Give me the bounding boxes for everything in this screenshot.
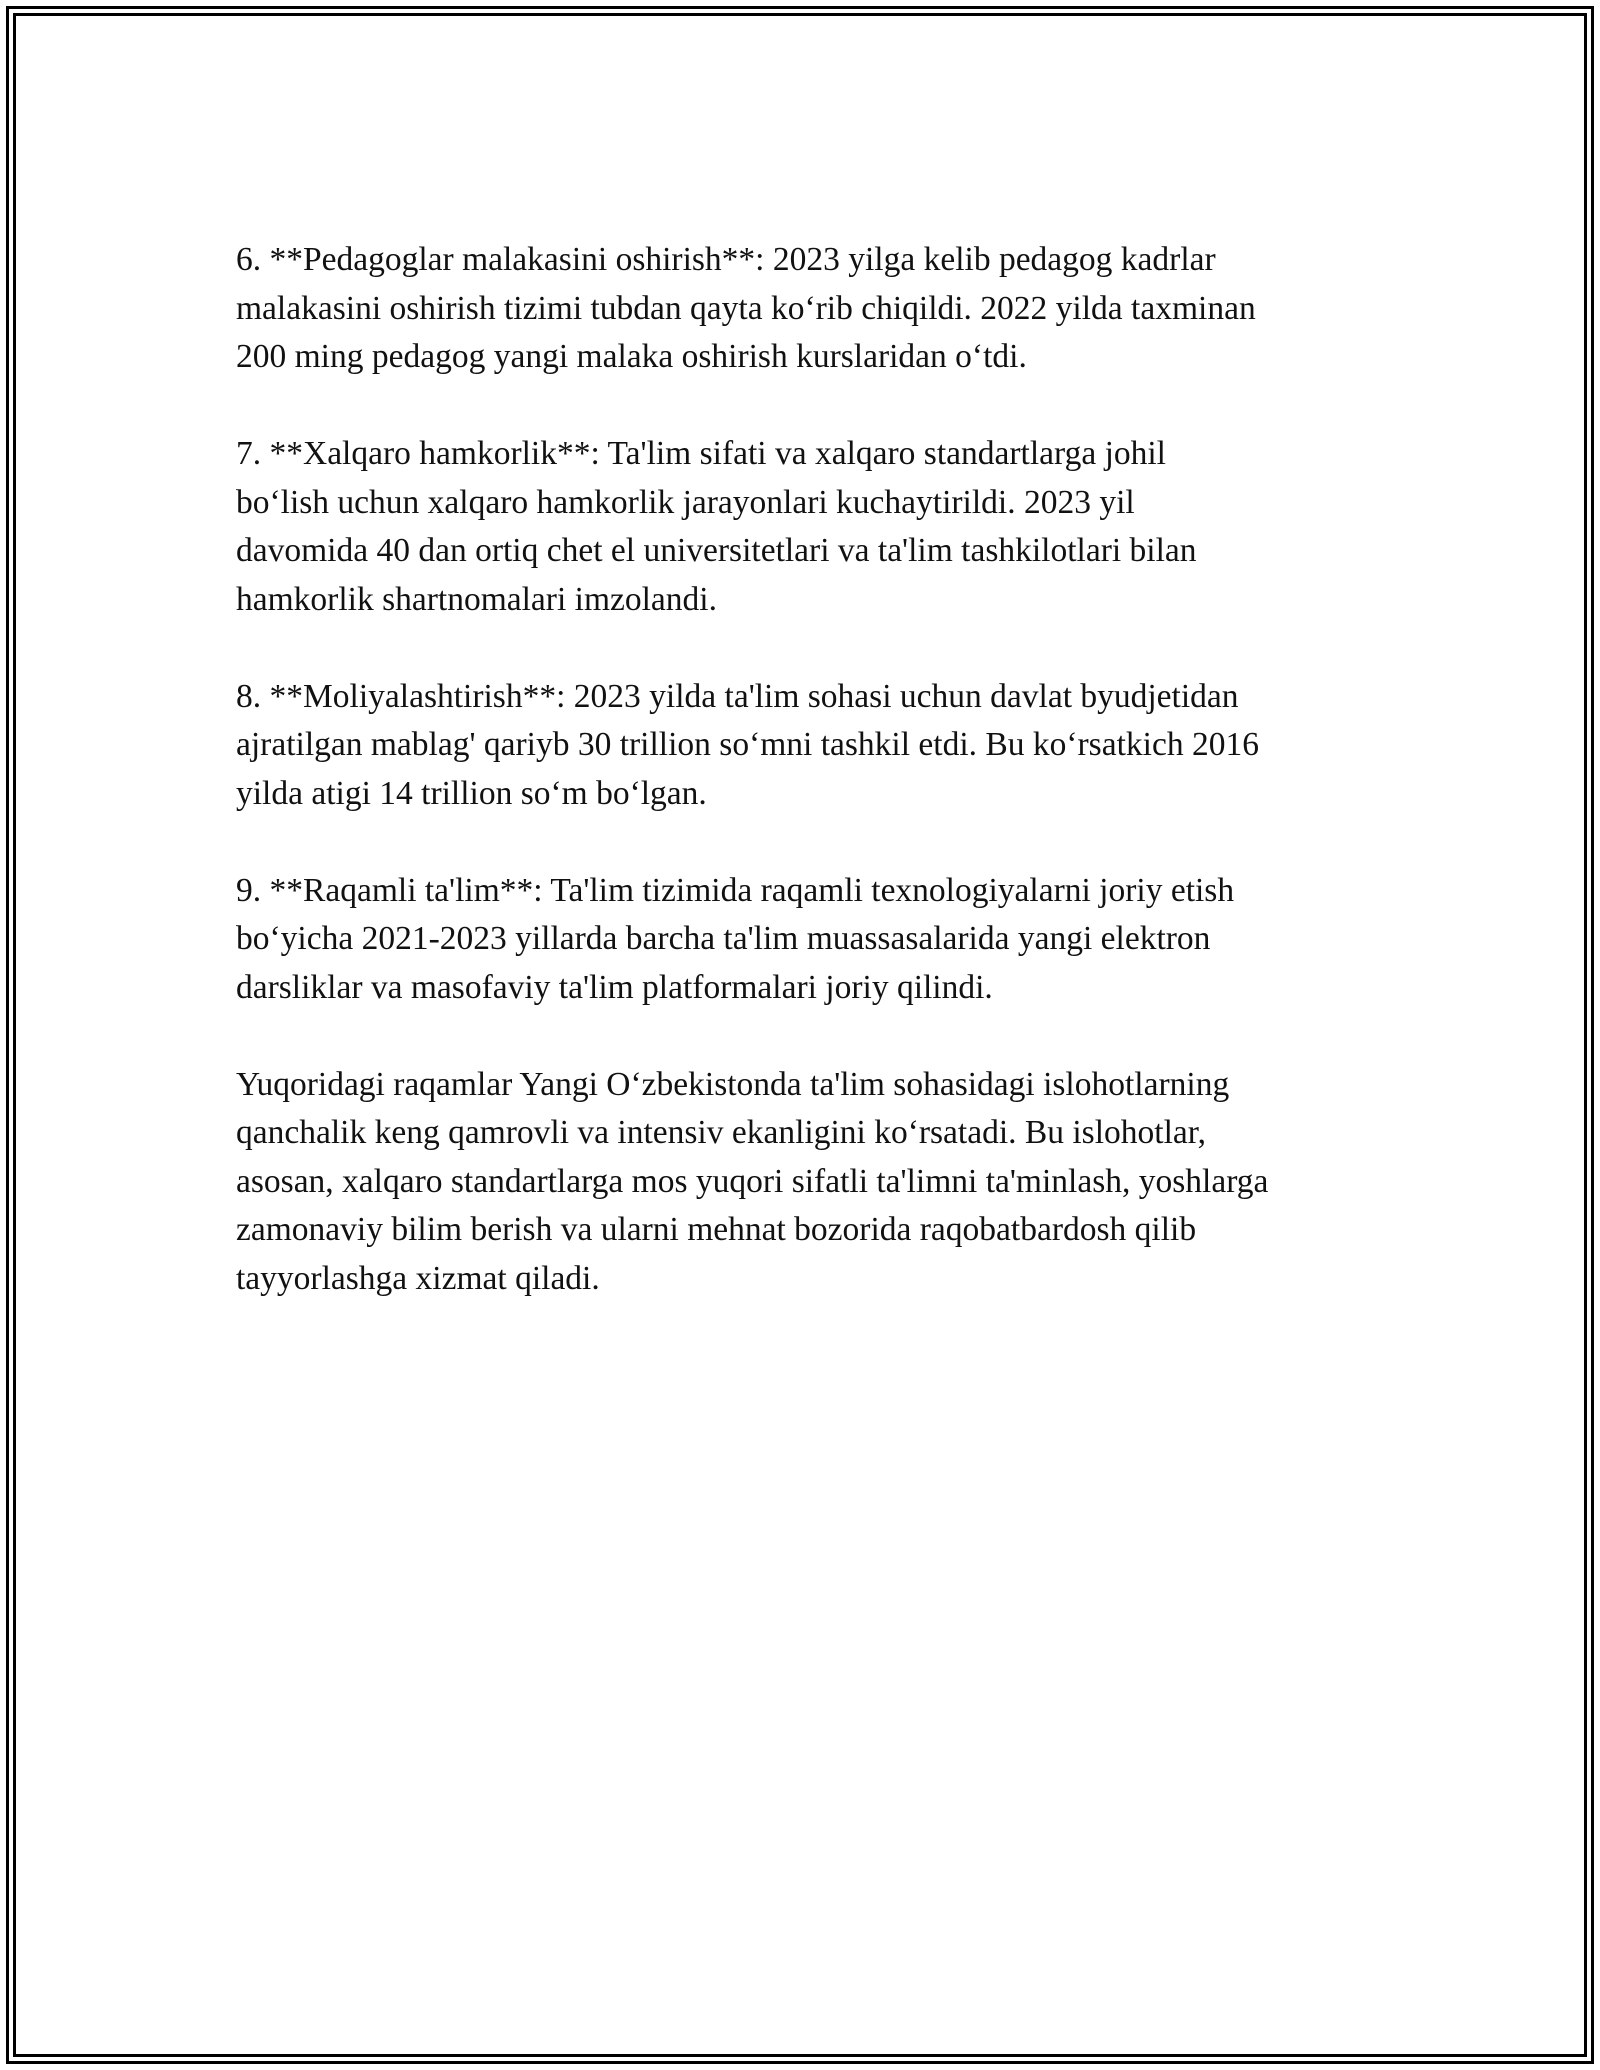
paragraph-financing: 8. **Moliyalashtirish**: 2023 yilda ta'lim sohasi uchun davlat byudjetidan ajratilgan mablag' qariyb 30 trillion soʻmni tashkil etdi. Bu koʻrsatkich 2016 yilda atigi 14 trillion soʻm boʻlgan. bbox=[236, 677, 1259, 812]
paragraph-digital-education: 9. **Raqamli ta'lim**: Ta'lim tizimida raqamli texnologiyalarni joriy etish boʻyicha 2021-2023 yillarda barcha ta'lim muassasalarida yangi elektron darsliklar va masofaviy ta'lim platformalari joriy qilindi. bbox=[236, 871, 1235, 1006]
paragraph-international-cooperation: 7. **Xalqaro hamkorlik**: Ta'lim sifati va xalqaro standartlarga johil boʻlish uchun xalqaro hamkorlik jarayonlari kuchaytirildi. 2023 yil davomida 40 dan ortiq chet el universitetlari va ta'lim tashkilotlari bilan hamkorlik shartnomalari imzolandi. bbox=[236, 435, 1197, 618]
paragraph-pedagogical-training: 6. **Pedagoglar malakasini oshirish**: 2023 yilga kelib pedagog kadrlar malakasini oshirish tizimi tubdan qayta koʻrib chiqildi. 2022 yilda taxminan 200 ming pedagog yangi malaka oshirish kurslaridan oʻtdi. bbox=[236, 241, 1256, 375]
paragraph-conclusion: Yuqoridagi raqamlar Yangi Oʻzbekistonda ta'lim sohasidagi islohotlarning qanchalik keng qamrovli va intensiv ekanligini koʻrsatadi. Bu islohotlar, asosan, xalqaro standartlarga mos yuqori sifatli ta'limni ta'minlash, yoshlarga zamonaviy bilim berish va ularni mehnat bozorida raqobatbardosh qilib tayyorlashga xizmat qiladi. bbox=[236, 1065, 1269, 1297]
document-body bbox=[236, 236, 1436, 1352]
